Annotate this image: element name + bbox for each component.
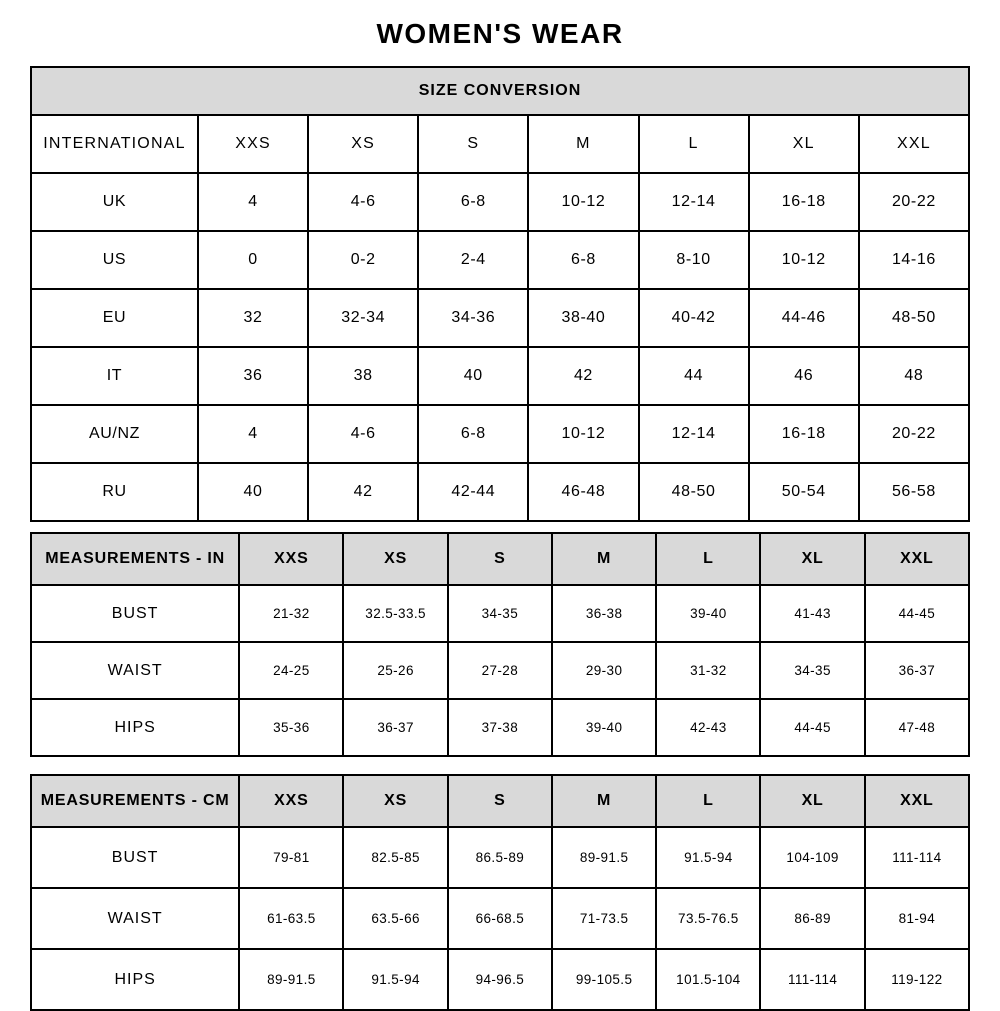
cell: 38-40	[528, 289, 638, 347]
column-header: S	[418, 115, 528, 173]
row-label: RU	[31, 463, 198, 521]
cell: 71-73.5	[552, 888, 656, 949]
cell: 36-37	[865, 642, 969, 699]
column-header: S	[448, 775, 552, 827]
cell: 42	[308, 463, 418, 521]
cell: 101.5-104	[656, 949, 760, 1010]
cell: 66-68.5	[448, 888, 552, 949]
row-label: BUST	[31, 827, 239, 888]
cell: 119-122	[865, 949, 969, 1010]
cell: 89-91.5	[552, 827, 656, 888]
column-header: S	[448, 533, 552, 585]
cell: 25-26	[343, 642, 447, 699]
row-label: US	[31, 231, 198, 289]
size-conversion-columns-row	[31, 115, 969, 173]
cell: 56-58	[859, 463, 969, 521]
cell: 12-14	[639, 173, 749, 231]
table-row-waist-cm	[31, 888, 969, 949]
cell: 34-36	[418, 289, 528, 347]
cell: 2-4	[418, 231, 528, 289]
cell: 4-6	[308, 405, 418, 463]
cell: 50-54	[749, 463, 859, 521]
column-header: L	[656, 775, 760, 827]
measurements-in-table	[30, 532, 970, 757]
cell: 24-25	[239, 642, 343, 699]
column-header: INTERNATIONAL	[31, 115, 198, 173]
cell: 111-114	[865, 827, 969, 888]
cell: 82.5-85	[343, 827, 447, 888]
table-row-aunz	[31, 405, 969, 463]
cell: 4-6	[308, 173, 418, 231]
cell: 27-28	[448, 642, 552, 699]
cell: 21-32	[239, 585, 343, 642]
cell: 42	[528, 347, 638, 405]
cell: 42-44	[418, 463, 528, 521]
cell: 73.5-76.5	[656, 888, 760, 949]
cell: 10-12	[528, 405, 638, 463]
cell: 48	[859, 347, 969, 405]
cell: 32-34	[308, 289, 418, 347]
measurements-in-title: MEASUREMENTS - IN	[31, 533, 239, 585]
cell: 48-50	[639, 463, 749, 521]
cell: 39-40	[656, 585, 760, 642]
row-label: WAIST	[31, 888, 239, 949]
size-conversion-title: SIZE CONVERSION	[31, 67, 969, 115]
measurements-in-header-row	[31, 533, 969, 585]
row-label: IT	[31, 347, 198, 405]
cell: 86-89	[760, 888, 864, 949]
cell: 31-32	[656, 642, 760, 699]
cell: 81-94	[865, 888, 969, 949]
table-row-uk	[31, 173, 969, 231]
cell: 4	[198, 405, 308, 463]
column-header: XL	[760, 775, 864, 827]
table-row-it	[31, 347, 969, 405]
cell: 44-46	[749, 289, 859, 347]
cell: 41-43	[760, 585, 864, 642]
cell: 34-35	[760, 642, 864, 699]
cell: 35-36	[239, 699, 343, 756]
cell: 36-38	[552, 585, 656, 642]
cell: 6-8	[418, 173, 528, 231]
row-label: HIPS	[31, 949, 239, 1010]
cell: 47-48	[865, 699, 969, 756]
cell: 14-16	[859, 231, 969, 289]
column-header: XXL	[865, 533, 969, 585]
cell: 61-63.5	[239, 888, 343, 949]
table-row-us	[31, 231, 969, 289]
cell: 4	[198, 173, 308, 231]
cell: 44	[639, 347, 749, 405]
cell: 8-10	[639, 231, 749, 289]
table-row-bust-cm	[31, 827, 969, 888]
table-row-bust-in	[31, 585, 969, 642]
table-row-waist-in	[31, 642, 969, 699]
cell: 79-81	[239, 827, 343, 888]
row-label: BUST	[31, 585, 239, 642]
column-header: M	[552, 775, 656, 827]
column-header: XXS	[239, 533, 343, 585]
column-header: M	[528, 115, 638, 173]
table-row-hips-in	[31, 699, 969, 756]
cell: 44-45	[865, 585, 969, 642]
size-conversion-header-row	[31, 67, 969, 115]
cell: 42-43	[656, 699, 760, 756]
row-label: WAIST	[31, 642, 239, 699]
cell: 16-18	[749, 173, 859, 231]
cell: 6-8	[528, 231, 638, 289]
measurements-cm-title: MEASUREMENTS - CM	[31, 775, 239, 827]
cell: 29-30	[552, 642, 656, 699]
cell: 91.5-94	[656, 827, 760, 888]
cell: 104-109	[760, 827, 864, 888]
column-header: XXS	[198, 115, 308, 173]
cell: 111-114	[760, 949, 864, 1010]
cell: 0-2	[308, 231, 418, 289]
cell: 20-22	[859, 405, 969, 463]
cell: 44-45	[760, 699, 864, 756]
cell: 86.5-89	[448, 827, 552, 888]
column-header: XXS	[239, 775, 343, 827]
cell: 48-50	[859, 289, 969, 347]
cell: 0	[198, 231, 308, 289]
cell: 46-48	[528, 463, 638, 521]
row-label: AU/NZ	[31, 405, 198, 463]
cell: 36	[198, 347, 308, 405]
cell: 63.5-66	[343, 888, 447, 949]
column-header: L	[639, 115, 749, 173]
column-header: XXL	[865, 775, 969, 827]
cell: 99-105.5	[552, 949, 656, 1010]
cell: 20-22	[859, 173, 969, 231]
table-row-eu	[31, 289, 969, 347]
cell: 89-91.5	[239, 949, 343, 1010]
cell: 91.5-94	[343, 949, 447, 1010]
cell: 37-38	[448, 699, 552, 756]
column-header: XL	[749, 115, 859, 173]
size-conversion-table	[30, 66, 970, 522]
cell: 16-18	[749, 405, 859, 463]
cell: 32.5-33.5	[343, 585, 447, 642]
cell: 40	[198, 463, 308, 521]
column-header: XS	[308, 115, 418, 173]
row-label: EU	[31, 289, 198, 347]
cell: 10-12	[528, 173, 638, 231]
column-header: XXL	[859, 115, 969, 173]
cell: 10-12	[749, 231, 859, 289]
cell: 34-35	[448, 585, 552, 642]
column-header: M	[552, 533, 656, 585]
column-header: L	[656, 533, 760, 585]
cell: 40	[418, 347, 528, 405]
row-label: UK	[31, 173, 198, 231]
column-header: XS	[343, 533, 447, 585]
cell: 39-40	[552, 699, 656, 756]
row-label: HIPS	[31, 699, 239, 756]
measurements-cm-header-row	[31, 775, 969, 827]
page-title: WOMEN'S WEAR	[376, 18, 624, 49]
column-header: XL	[760, 533, 864, 585]
cell: 40-42	[639, 289, 749, 347]
cell: 32	[198, 289, 308, 347]
cell: 94-96.5	[448, 949, 552, 1010]
cell: 12-14	[639, 405, 749, 463]
table-row-ru	[31, 463, 969, 521]
table-row-hips-cm	[31, 949, 969, 1010]
cell: 46	[749, 347, 859, 405]
cell: 38	[308, 347, 418, 405]
cell: 6-8	[418, 405, 528, 463]
measurements-cm-table	[30, 774, 970, 1011]
cell: 36-37	[343, 699, 447, 756]
column-header: XS	[343, 775, 447, 827]
